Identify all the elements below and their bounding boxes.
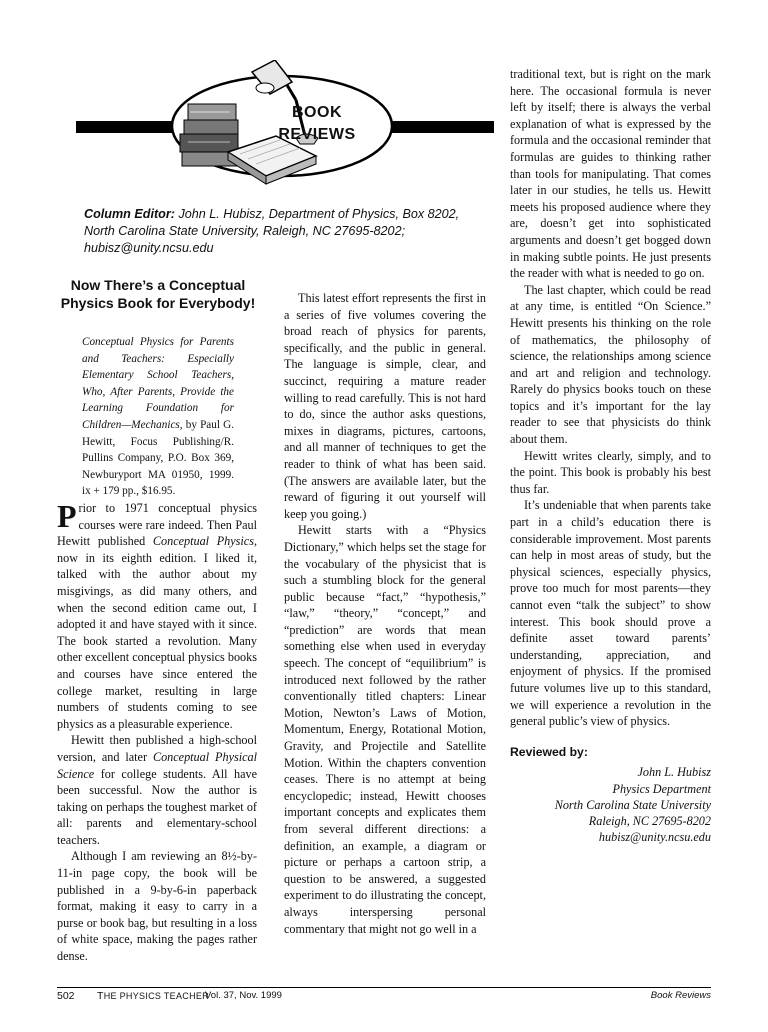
section-title-line2: REVIEWS (278, 126, 356, 143)
book-title: Conceptual Physics for Parents and Teachers: Especially Elementary School Teachers, Who, After Parents, Provide the Learning Foundation for Children—Mechanics, (82, 336, 234, 431)
reviewer-university: North Carolina State University (554, 797, 711, 812)
paragraph-text: , now in its eighth edition. I liked it, talked with the author about my misgivings, as did many others, and when the second edition came out, I adopted it and have stayed with it since. The book started a revolution. Many other excellent conceptual physics books and courses have since entered the college market, resulting in large numbers of students coming to see physics as a pleasurable experience. (57, 534, 257, 731)
book-details: by Paul G. Hewitt, Focus Publishing/R. Pullins Company, P.O. Box 369, Newburyport MA 01950, 1999. ix + 179 pp., $16.95. (82, 418, 234, 498)
page-number: 502 (57, 990, 75, 1002)
reviewer-name: John L. Hubisz (637, 765, 711, 780)
column-editor-note (84, 206, 484, 257)
paragraph: Although I am reviewing an 8½-by-11-in page copy, the book will be published in a 9-by-6-in paperback format, making it easy to carry in a purse or book bag, but resulting in a loss of white space, making the pages rather dense. (57, 849, 257, 964)
article-column-2 (284, 290, 486, 937)
section-title (262, 102, 372, 146)
italic-book-title: Conceptual Physics (152, 534, 254, 549)
reviewer-signature (510, 764, 711, 845)
article-column-3 (510, 66, 711, 845)
section-title-line1: BOOK (292, 104, 342, 121)
reviewed-by-label: Reviewed by: (510, 744, 588, 759)
column-editor-text: John L. Hubisz, Department of Physics, Box 8202, North Carolina State University, Raleigh, NC 27695-8202; hubisz@unity.ncsu.edu (84, 207, 460, 255)
paragraph: This latest effort represents the first in a series of five volumes covering the broad reach of physics for parents, specifically, and the public in general. The language is simple, clear, and succinct, requiring a mature reader willing to read carefully. This is not hard to do, since the author asks questions, mixes in diagrams, pictures, cartoons, and all manner of techniques to get the reader to think of what has been said. (The answers are available later, but the reward of figuring it out yourself will keep you going.) (284, 291, 486, 521)
paragraph-text: rior to 1971 conceptual physics courses were rare indeed. Then Paul Hewitt published (57, 501, 257, 549)
paragraph: It’s undeniable that when parents take part in a child’s education there is considerable improvement. Most parents can help in most areas of study, but the physical sciences, especially physics, prove too much for most parents—they cannot even “talk the subject” to show interest. This book should prove a definite asset toward parents’ understanding, appreciation, and enjoyment of physics. If the promised future volumes live up to this standard, we will experience a revolution in the general public’s view of physics. (510, 498, 711, 729)
paragraph (57, 500, 257, 732)
journal-name-rest: HE PHYSICS TEACHER (103, 991, 209, 1001)
journal-name-initial: T (97, 990, 104, 1002)
reviewer-department: Physics Department (612, 781, 711, 796)
paragraph: Hewitt starts with a “Physics Dictionary,” which helps set the stage for the vocabulary of the physicist that is such a stumbling block for the general public because “fact,” “hypothesis,” “law,” “theory,” “concept,” and “prediction” are words that mean something else when used in everyday speech. The concept of “equilibrium” is introduced next followed by the rather conventionally titled chapters: Linear Motion, Newton’s Laws of Motion, Momentum, Energy, Rotational Motion, Gravity, and Projectile and Satellite Motion. Within the chapters convention ceases. There is no attempt at being encyclopedic; instead, Hewitt chooses important concepts and explicates them from several different directions: a definition, an example, a diagram or picture or perhaps a cartoon strip, a question to be answered, a suggested experiment to do illustrating the concept, always interspersing personal commentary that might not go well in a (284, 523, 486, 936)
page-footer (57, 990, 711, 1004)
footer-section-name: Book Reviews (650, 990, 711, 1001)
paragraph-text: for college students. All have been successful. Now the author is taking on perhaps the toughest market of all: parents and elementary-school teachers. (57, 766, 257, 847)
book-citation (82, 334, 234, 500)
article-column-1 (57, 500, 257, 965)
footer-rule (57, 987, 711, 988)
paragraph-text: Hewitt then published a high-school version, and later (57, 733, 257, 764)
paragraph: Hewitt writes clearly, simply, and to the point. This book is probably his best thus far. (510, 448, 711, 496)
reviewer-city: Raleigh, NC 27695-8202 (588, 813, 711, 828)
column-editor-label: Column Editor: (84, 207, 175, 221)
reviewer-email: hubisz@unity.ncsu.edu (598, 830, 711, 845)
paragraph: The last chapter, which could be read at any time, is entitled “On Science.” Hewitt presents his thinking on the role of mathematics, the philosophy of science, the relationships among science and art and religion and technology. Rarely do physics books touch on these topics and it’s important for the lay reader to see that physicists do think about them. (510, 282, 711, 447)
volume-info: Vol. 37, Nov. 1999 (205, 990, 282, 1001)
drop-cap: P (57, 498, 77, 534)
journal-name (97, 990, 209, 1002)
paragraph (57, 732, 257, 848)
paragraph: traditional text, but is right on the mark here. The occasional formula is never left by itself; there is always the verbal explanation of what is expressed by the formula and the occasional reminder that formulas are guides to thinking rather than tools for manipulating. That comes later in our studies, he tells us. Hewitt meets his proposed audience where they are, doesn’t get into sophisticated arguments and doesn’t get bogged down in making subtle points. He just presents the reader with what is needed to go on. (510, 67, 711, 281)
italic-book-title: Conceptual Physical Science (57, 749, 258, 781)
article-title: Now There’s a Conceptual Physics Book for Everybody! (60, 277, 256, 311)
